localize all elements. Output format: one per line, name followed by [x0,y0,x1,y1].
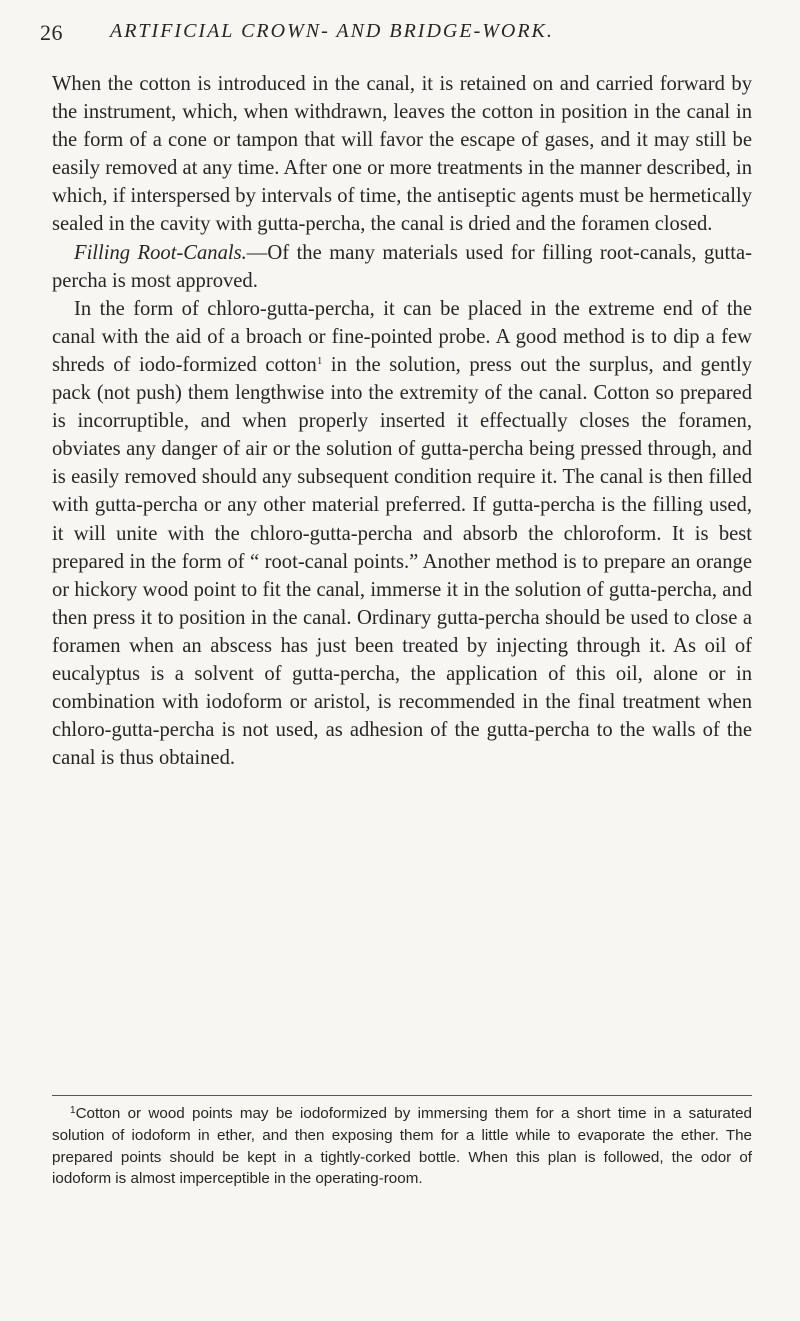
page-number: 26 [40,20,63,45]
paragraph-1: When the cotton is introduced in the canal, it is retained on and carried forward by the instrument, which, when withdrawn, leaves the cotton in position in the canal in the form of a cone or tampon that will favor the escape of gases, and it may still be easily removed at any time. After one or more treatments in the manner described, in which, if interspersed by intervals of time, the antiseptic agents must be hermetically sealed in the cavity with gutta-percha, the canal is dried and the foramen closed. [52,73,752,236]
paragraph-3-part-b: in the solution, press out the surplus, and gently pack (not push) them lengthwise into the extremity of the canal. Cotton so prepared is incorruptible, and when properly inserted it effectually closes the foramen, obviates any danger of air or the solution of gutta-percha being pressed through, and is easily removed should any subsequent condition require it. The canal is then filled with gutta-percha or any other material preferred. If gutta-percha is the filling used, it will unite with the chloro-gutta-percha and absorb the chloroform. It is best prepared in the form of “ root-canal points.” Another method is to prepare an orange or hickory wood point to fit the canal, immerse it in the solution of gutta-percha, and then press it to position in the canal. Ordinary gutta-percha should be used to close a foramen when an abscess has just been treated by injecting through it. As oil of eucalyptus is a solvent of gutta-percha, the application of this oil, alone or in combination with iodoform or aristol, is recommended in the final treatment when chloro-gutta-percha is not used, as adhesion of the gutta-percha to the walls of the canal is thus obtained. [52,353,752,770]
footnote-reference: 1 [316,354,323,367]
running-head: ARTIFICIAL CROWN- AND BRIDGE-WORK. [110,20,554,42]
footnote-marker: 1 [70,1105,76,1116]
footnote-text: Cotton or wood points may be iodoformized by immersing them for a short time in a saturated solution of iodoform in ether, and then exposing them for a little while to evaporate the ether. The prepared points should be kept in a tightly-corked bottle. When this plan is followed, the odor of iodoform is almost imperceptible in the operating-room. [52,1105,752,1188]
section-heading: Filling Root-Canals. [74,241,247,264]
footnote-paragraph [52,1103,752,1190]
body-text [52,70,752,772]
page-header [40,20,760,50]
paragraph-2-lead: —Of the many materials used for filling root-canals, gutta-percha is most approved. [52,241,752,292]
paragraph-3-part-a: In the form of chloro-gutta-percha, it can be placed in the extreme end of the canal with the aid of a broach or fine-pointed probe. A good method is to dip a few shreds of iodo-formized cotton [52,297,752,376]
paragraph-3 [52,295,752,773]
footnote-divider [52,1095,752,1096]
paragraph-2 [52,239,752,295]
footnote [52,1103,752,1190]
